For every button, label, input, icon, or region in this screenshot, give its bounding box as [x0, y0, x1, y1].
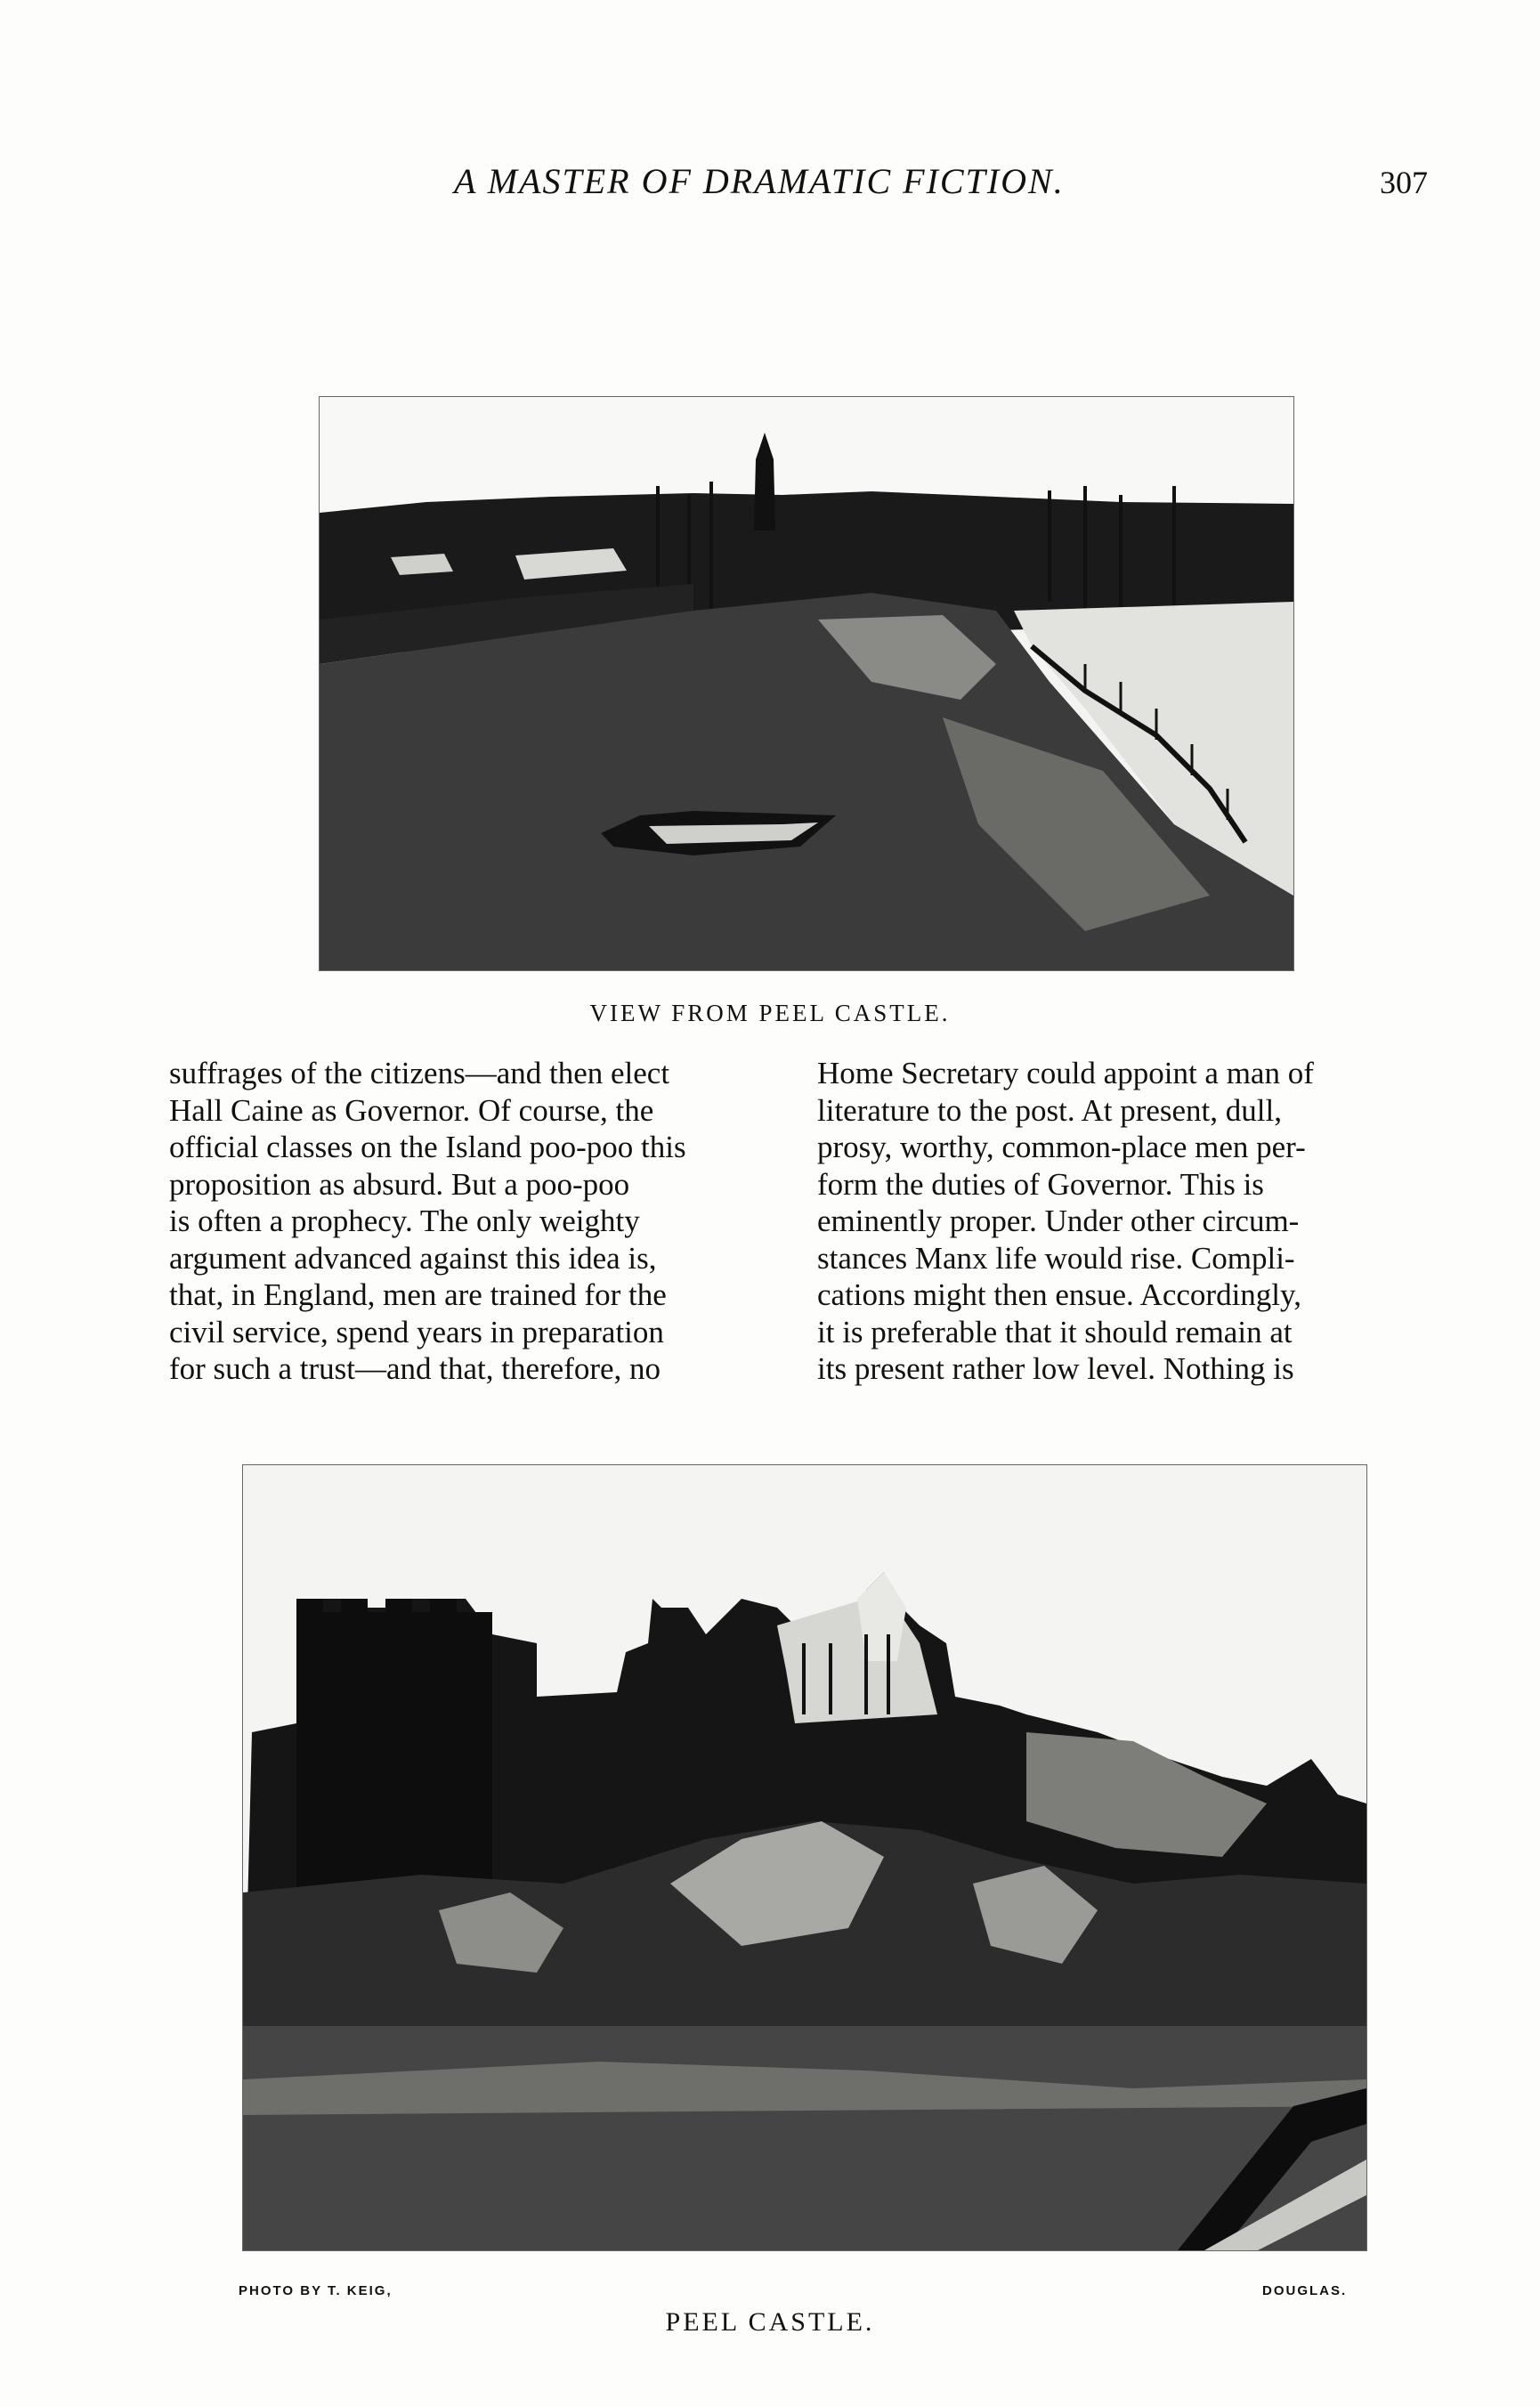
photo-credit: PHOTO BY T. KEIG, [239, 2283, 393, 2298]
page-number: 307 [1380, 165, 1428, 200]
castle-photograph-illustration [243, 1465, 1366, 2250]
text-column-left [169, 1055, 783, 1388]
text-line: civil service, spend years in preparation [169, 1314, 664, 1349]
text-line: literature to the post. At present, dull, [817, 1092, 1282, 1128]
text-line: prosy, worthy, common-place men per- [817, 1130, 1306, 1164]
figure-caption-bottom: PEEL CASTLE. [665, 2307, 875, 2337]
text-line: is often a prophecy. The only weighty [169, 1204, 640, 1238]
text-line: Hall Caine as Governor. Of course, the [169, 1092, 654, 1128]
text-line: suffrages of the citizens—and then elect [169, 1056, 670, 1090]
text-line: Home Secretary could appoint a man of [817, 1056, 1314, 1090]
harbour-photograph [319, 396, 1294, 971]
text-line: official classes on the Island poo-poo this [169, 1130, 686, 1164]
text-line: it is preferable that it should remain at [817, 1314, 1293, 1349]
running-title: A MASTER OF DRAMATIC FICTION. [454, 161, 1065, 201]
text-line: stances Manx life would rise. Compli- [817, 1240, 1295, 1276]
text-line: proposition as absurd. But a poo-poo [169, 1166, 630, 1202]
running-header [0, 160, 1540, 214]
text-line: for such a trust—and that, therefore, no [169, 1351, 661, 1386]
harbour-photograph-illustration [320, 397, 1293, 970]
photo-credit-location: DOUGLAS. [1262, 2283, 1348, 2298]
castle-photograph [242, 1464, 1367, 2251]
text-line: that, in England, men are trained for the [169, 1277, 667, 1312]
figure-caption-top: VIEW FROM PEEL CASTLE. [589, 1000, 951, 1026]
text-line: form the duties of Governor. This is [817, 1166, 1264, 1202]
text-line: cations might then ensue. Accordingly, [817, 1277, 1302, 1312]
text-line: argument advanced against this idea is, [169, 1240, 657, 1276]
text-line: eminently proper. Under other circum- [817, 1204, 1300, 1238]
text-column-right [817, 1055, 1427, 1388]
text-line: its present rather low level. Nothing is [817, 1351, 1294, 1386]
